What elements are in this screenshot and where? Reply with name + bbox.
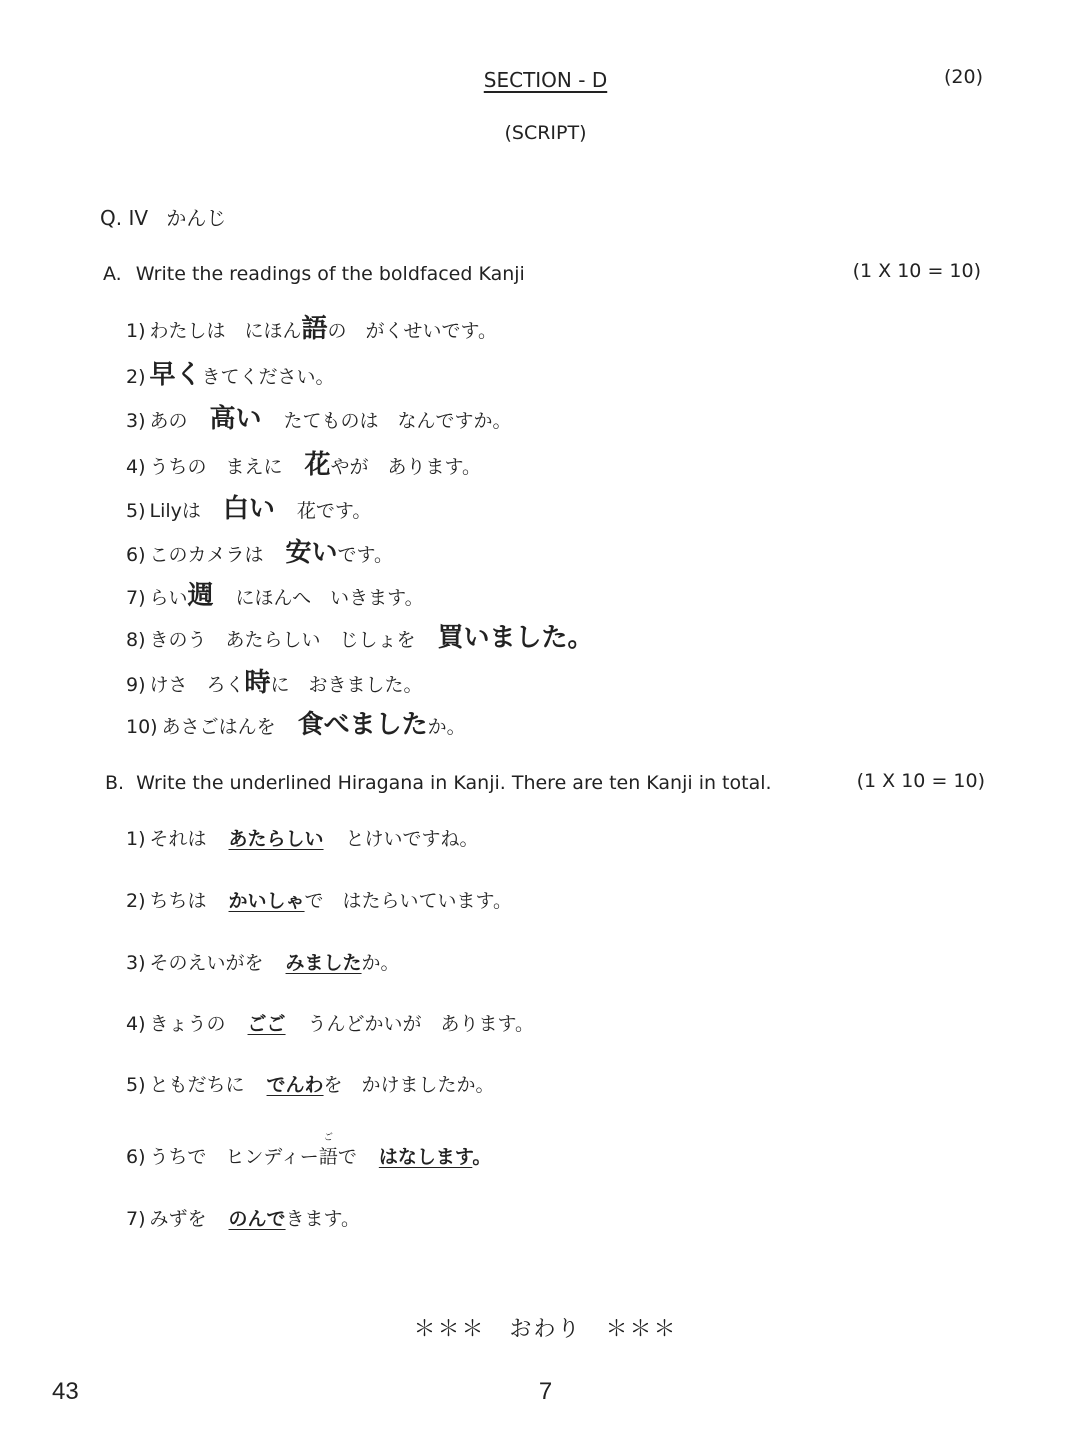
item-number: 10) — [126, 716, 158, 738]
part-a-item-1 — [126, 308, 497, 345]
section-marks: (20) — [943, 66, 983, 88]
item-number: 7) — [126, 587, 146, 609]
item-kanji: 週 — [187, 581, 214, 611]
item-text-after: にほんへ いきます。 — [235, 587, 424, 609]
item-text-after: か。 — [361, 952, 400, 974]
item-text-after: とけいですね。 — [345, 828, 479, 850]
part-a-letter: A. — [103, 263, 122, 285]
item-text-before: このカメラは — [149, 544, 264, 566]
item-text-after: です。 — [337, 544, 394, 566]
item-text-after: やが あります。 — [330, 456, 482, 478]
item-number: 4) — [126, 456, 146, 478]
part-a-item-6 — [126, 532, 393, 569]
part-b-marks: (1 X 10 = 10) — [856, 770, 985, 792]
item-text-after: きてください。 — [201, 366, 335, 388]
item-text-after: うんどかいが あります。 — [307, 1013, 535, 1035]
item-number: 2) — [126, 366, 146, 388]
item-text-before: あの — [149, 410, 188, 432]
item-number: 4) — [126, 1013, 146, 1035]
item-text-after: で はたらいています。 — [304, 890, 513, 912]
question-heading — [100, 202, 226, 231]
ruby-base: 語 — [318, 1146, 338, 1168]
item-kanji: 安い — [285, 538, 338, 568]
ruby-word — [318, 1133, 338, 1169]
item-number: 3) — [126, 410, 146, 432]
question-label: Q. IV — [100, 206, 149, 230]
item-text-after: たてものは なんですか。 — [283, 410, 512, 432]
item-kanji: 白い — [222, 494, 275, 524]
item-number: 2) — [126, 890, 146, 912]
part-b-instruction: Write the underlined Hiragana in Kanji. There are ten Kanji in total. — [136, 772, 772, 794]
item-number: 6) — [126, 1146, 146, 1168]
item-text-before: あさごはんを — [161, 716, 276, 738]
section-subtitle: (SCRIPT) — [504, 122, 587, 144]
part-a-item-10 — [126, 704, 466, 741]
part-a-heading — [103, 263, 525, 285]
underlined-hiragana: あたらしい — [228, 828, 324, 850]
item-text-before: らい — [149, 587, 188, 609]
part-b-heading — [105, 772, 772, 794]
underlined-hiragana: ごご — [247, 1013, 286, 1035]
part-b-item-2 — [126, 886, 512, 913]
item-text-before: みずを — [149, 1208, 207, 1230]
section-title: SECTION - D — [483, 68, 608, 92]
item-text-before: きのう あたらしい じしょを — [149, 629, 416, 651]
part-a-instruction: Write the readings of the boldfaced Kanji — [135, 263, 525, 285]
item-number: 5) — [126, 1074, 146, 1096]
item-text-after: を かけましたか。 — [323, 1074, 495, 1096]
item-kanji: 買いました。 — [437, 623, 594, 653]
item-text-before: Lilyは — [149, 500, 201, 522]
underlined-hiragana: のんで — [228, 1208, 286, 1230]
item-number: 1) — [126, 828, 146, 850]
item-text-before: ちちは — [149, 890, 207, 912]
part-b-item-1 — [126, 824, 479, 851]
part-a-item-5 — [126, 488, 371, 525]
end-marker: ＊＊＊ おわり ＊＊＊ — [413, 1317, 678, 1342]
item-text-mid: で — [337, 1146, 357, 1168]
item-text-before: わたしは にほん — [149, 320, 302, 342]
item-number: 9) — [126, 674, 146, 696]
part-b-item-3 — [126, 948, 400, 975]
item-number: 7) — [126, 1208, 146, 1230]
item-text-before: きょうの — [149, 1013, 226, 1035]
item-text-after: の がくせいです。 — [327, 320, 498, 342]
item-text-before: ともだちに — [149, 1074, 245, 1096]
item-text-before: けさ ろく — [149, 674, 245, 696]
part-b-item-5 — [126, 1070, 495, 1097]
part-a-item-2 — [126, 354, 335, 391]
item-number: 3) — [126, 952, 146, 974]
underlined-hiragana: みました — [285, 952, 362, 974]
part-a-item-8 — [126, 617, 594, 654]
item-number: 8) — [126, 629, 146, 651]
page-code: 43 — [52, 1378, 79, 1405]
item-number: 5) — [126, 500, 146, 522]
item-kanji: 早く — [149, 360, 202, 390]
part-b-item-4 — [126, 1009, 534, 1036]
ruby-reading: ご — [323, 1133, 333, 1143]
item-text-before: そのえいがを — [149, 952, 264, 974]
underlined-hiragana: はなします — [378, 1146, 473, 1168]
item-text-before: うちで ヒンディー — [149, 1146, 319, 1168]
item-number: 1) — [126, 320, 146, 342]
part-b-letter: B. — [105, 772, 125, 794]
page-number: 7 — [538, 1378, 553, 1405]
item-text-after: きます。 — [285, 1208, 361, 1230]
item-kanji: 語 — [301, 314, 328, 344]
item-text-before: それは — [149, 828, 207, 850]
item-kanji: 高い — [209, 404, 262, 434]
underlined-hiragana: かいしゃ — [228, 890, 305, 912]
item-text-after: 。 — [472, 1146, 492, 1168]
part-a-marks: (1 X 10 = 10) — [852, 260, 981, 282]
part-b-item-7 — [126, 1204, 360, 1231]
part-b-item-6 — [126, 1133, 492, 1169]
question-title: かんじ — [166, 206, 227, 230]
part-a-item-7 — [126, 575, 424, 612]
item-kanji: 花 — [304, 450, 331, 480]
item-number: 6) — [126, 544, 146, 566]
part-a-item-9 — [126, 662, 423, 699]
item-text-before: うちの まえに — [149, 456, 283, 478]
part-a-item-3 — [126, 398, 512, 435]
item-text-after: 花です。 — [296, 500, 372, 522]
part-a-item-4 — [126, 444, 481, 481]
item-kanji: 食べました — [297, 710, 428, 740]
underlined-hiragana: でんわ — [266, 1074, 324, 1096]
item-text-after: に おきました。 — [270, 674, 423, 696]
item-text-after: か。 — [427, 716, 466, 738]
item-kanji: 時 — [244, 668, 271, 698]
